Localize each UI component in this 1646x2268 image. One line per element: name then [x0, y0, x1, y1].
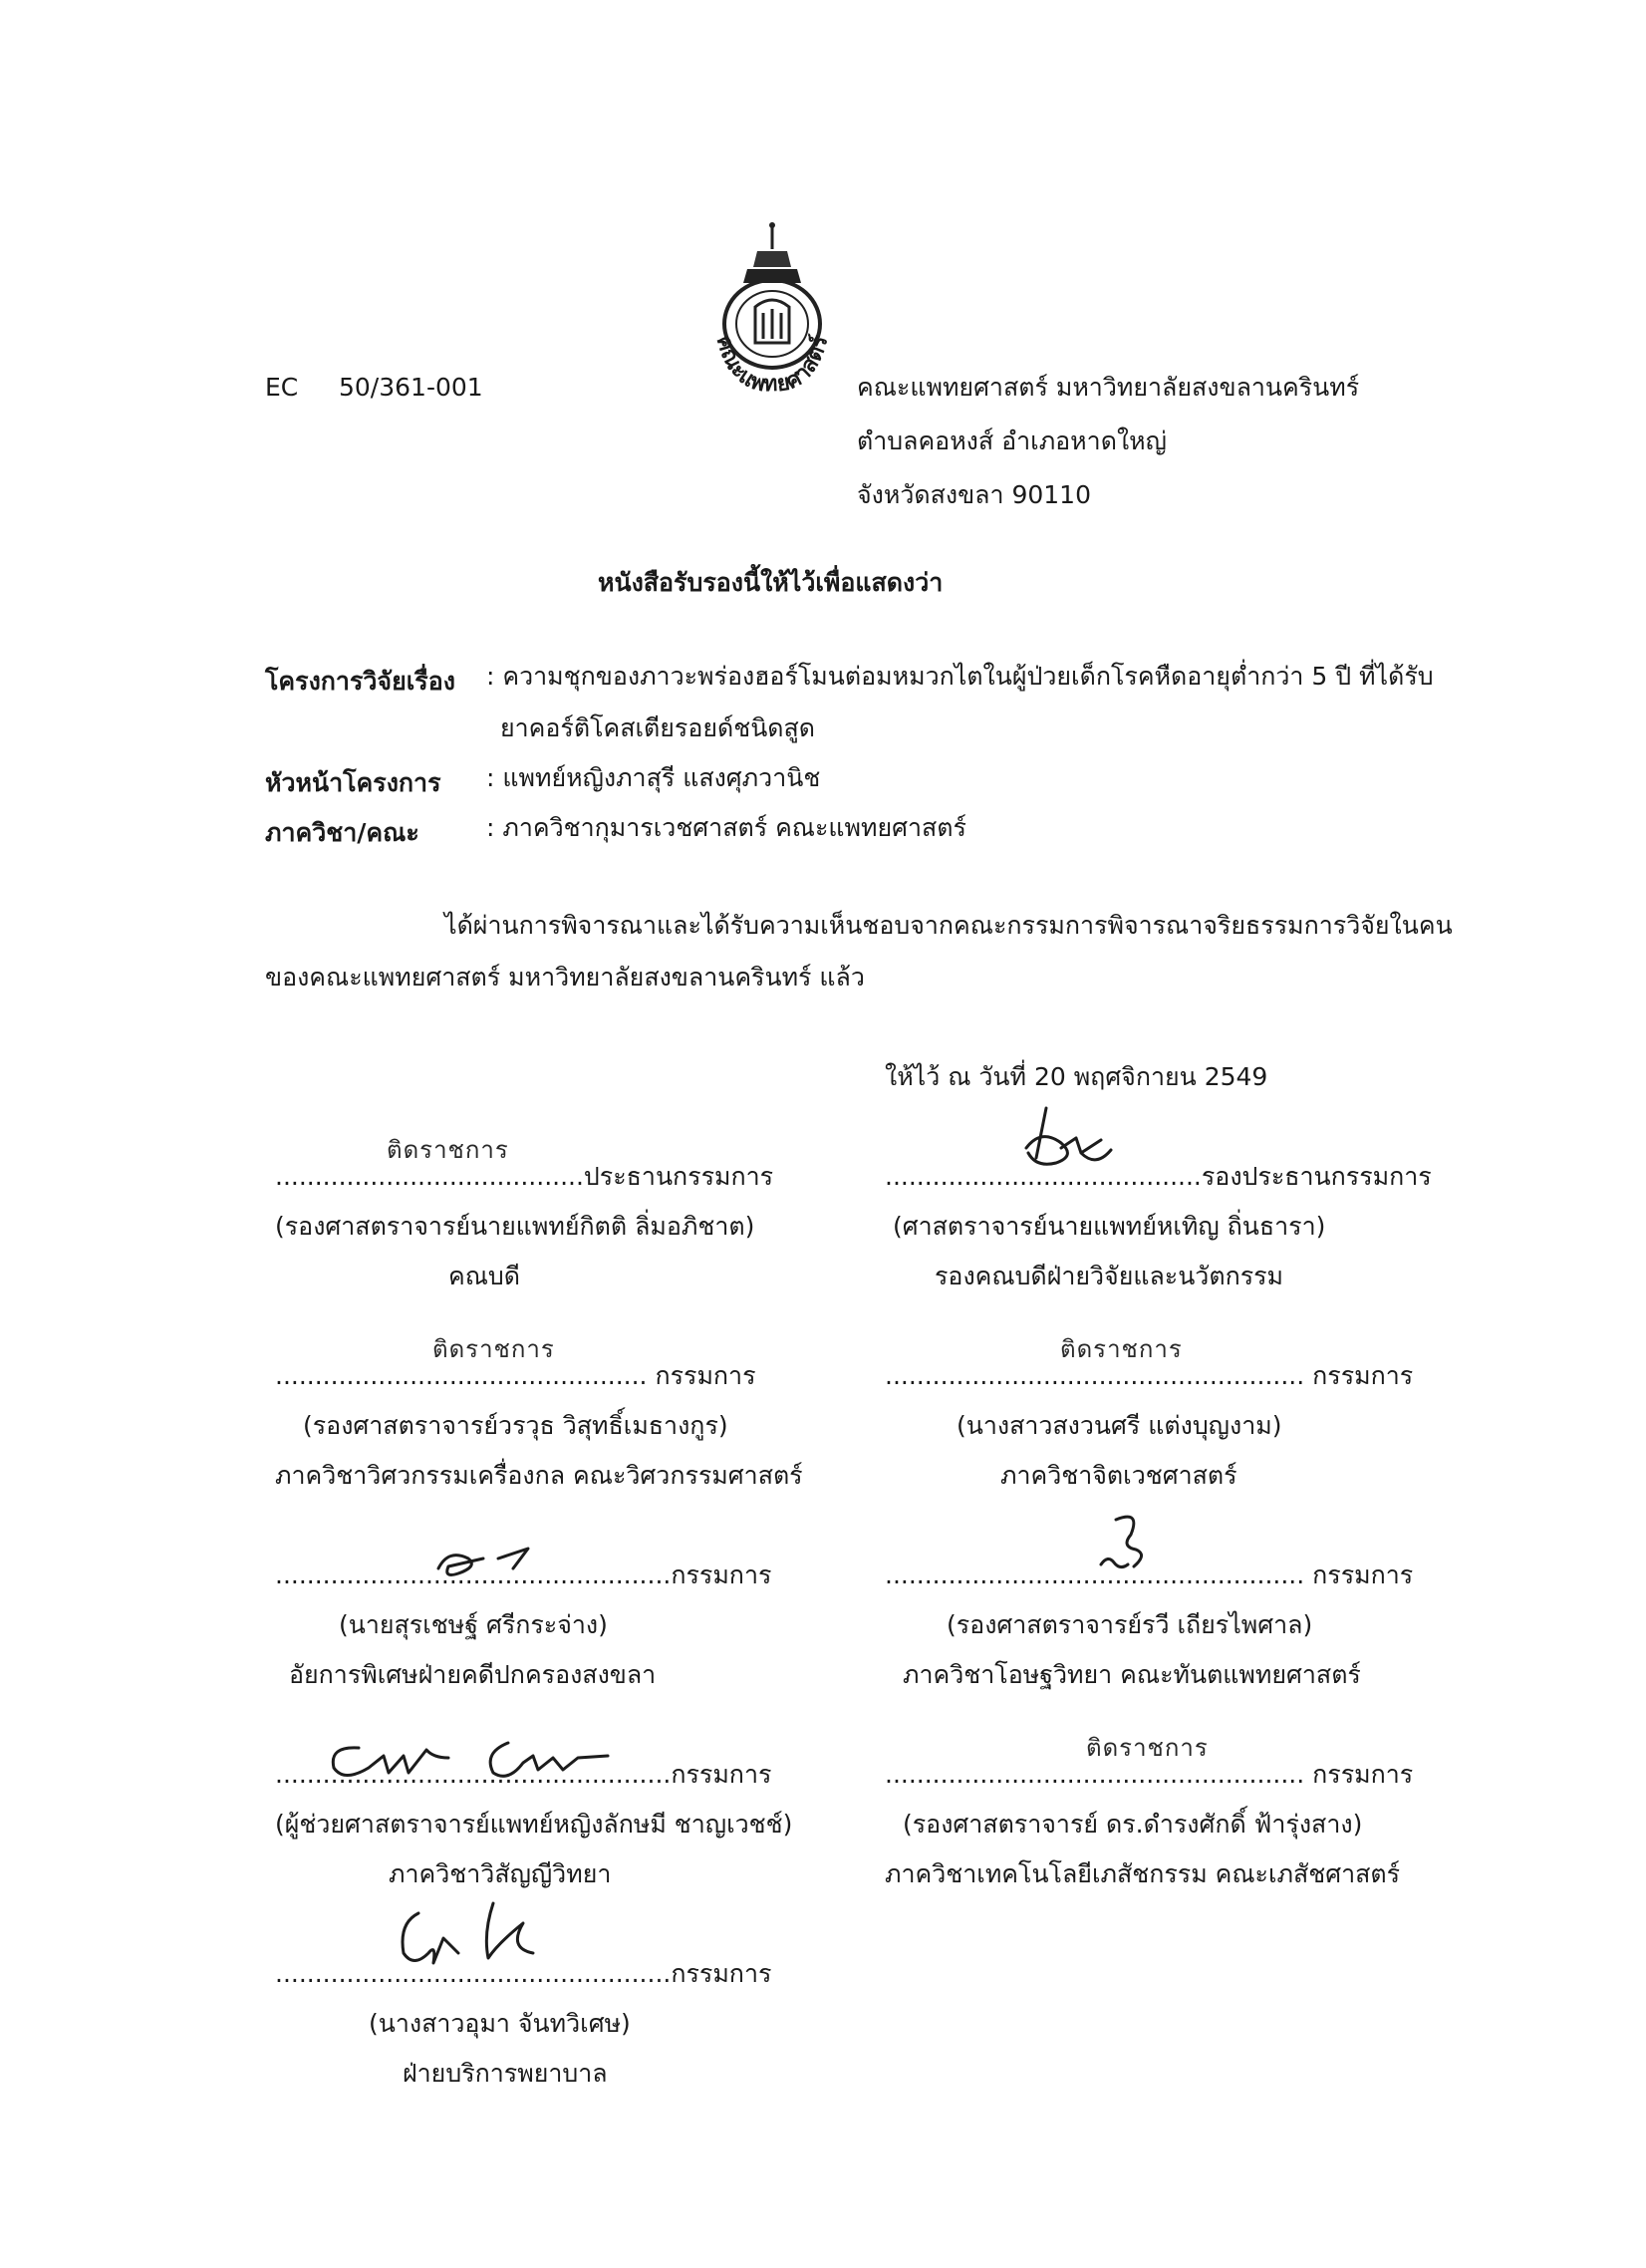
project-title-line-2: ยาคอร์ติโคสเตียรอยด์ชนิดสูด [500, 713, 816, 742]
member7-name: (นางสาวอุมา จันทวิเศษ) [369, 2009, 631, 2038]
member1-signature-line: ............................................... กรรมการ [275, 1361, 756, 1390]
vice-signature-line: ........................................รองประธานกรรมการ [885, 1162, 1432, 1191]
ec-number: 50/361-001 [339, 373, 483, 402]
project-title-line-1: : ความชุกของภาวะพร่องฮอร์โมนต่อมหมวกไตในผู้ป่วยเด็กโรคหืดอายุต่ำกว่า 5 ปี ที่ได้รับ [486, 662, 1434, 691]
member6-name: (รองศาสตราจารย์ ดร.ดำรงศักดิ์ ฟ้ารุ่งสาง) [903, 1810, 1363, 1839]
member3-position: อัยการพิเศษฝ่ายคดีปกครองสงขลา [289, 1660, 657, 1689]
member2-absent-note: ติดราชการ [1060, 1335, 1183, 1363]
member3-signature-line: ..................................................กรรมการ [275, 1560, 772, 1589]
member7-signature-line: ..................................................กรรมการ [275, 1959, 772, 1988]
member1-position: ภาควิชาวิศวกรรมเครื่องกล คณะวิศวกรรมศาสตร์ [275, 1461, 803, 1490]
seal-icon [687, 219, 857, 399]
issue-date: ให้ไว้ ณ วันที่ 20 พฤศจิกายน 2549 [885, 1062, 1268, 1091]
chair-name: (รองศาสตราจารย์นายแพทย์กิตติ ลิ่มอภิชาต) [275, 1212, 755, 1241]
project-title-label: โครงการวิจัยเรื่อง [265, 667, 455, 696]
member6-position: ภาควิชาเทคโนโลยีเภสัชกรรม คณะเภสัชศาสตร์ [885, 1859, 1401, 1888]
vice-position: รองคณบดีฝ่ายวิจัยและนวัตกรรม [935, 1262, 1284, 1290]
member4-position: ภาควิชาโอษฐวิทยา คณะทันตแพทยศาสตร์ [903, 1660, 1361, 1689]
member2-name: (นางสาวสงวนศรี แต่งบุญงาม) [957, 1411, 1282, 1440]
seal-text: คณะแพทยศาสตร์ [710, 332, 834, 398]
member4-signature-line: ..................................................... กรรมการ [885, 1560, 1414, 1589]
chair-absent-note: ติดราชการ [387, 1136, 509, 1164]
member2-position: ภาควิชาจิตเวชศาสตร์ [1000, 1461, 1237, 1490]
member5-name: (ผู้ช่วยศาสตราจารย์แพทย์หญิงลักษมี ชาญเวชช์) [275, 1810, 793, 1839]
chair-signature-line: .......................................ประธานกรรมการ [275, 1162, 774, 1191]
member1-name: (รองศาสตราจารย์วรวุธ วิสุทธิ์เมธางกูร) [303, 1411, 728, 1440]
vice-name: (ศาสตราจารย์นายแพทย์หเทิญ ถิ่นธารา) [893, 1212, 1326, 1241]
project-dept-label: ภาควิชา/คณะ [265, 818, 419, 847]
faculty-seal [687, 219, 857, 399]
member1-absent-note: ติดราชการ [432, 1335, 555, 1363]
member5-signature-line: ..................................................กรรมการ [275, 1760, 772, 1789]
member3-name: (นายสุรเชษฐ์ ศรีกระจ่าง) [339, 1610, 608, 1639]
project-dept-value: : ภาควิชากุมารเวชศาสตร์ คณะแพทยศาสตร์ [486, 813, 966, 842]
address-line-2: ตำบลคอหงส์ อำเภอหาดใหญ่ [857, 426, 1167, 455]
project-head-value: : แพทย์หญิงภาสุรี แสงศุภวานิช [486, 763, 821, 792]
member6-absent-note: ติดราชการ [1086, 1734, 1209, 1762]
address-line-1: คณะแพทยศาสตร์ มหาวิทยาลัยสงขลานครินทร์ [857, 373, 1360, 402]
chair-position: คณบดี [448, 1262, 521, 1290]
address-line-3: จังหวัดสงขลา 90110 [857, 480, 1091, 509]
member4-name: (รองศาสตราจารย์รวี เถียรไพศาล) [947, 1610, 1313, 1639]
ec-label: EC [265, 373, 299, 402]
document-title: หนังสือรับรองนี้ให้ไว้เพื่อแสดงว่า [598, 568, 944, 597]
member2-signature-line: ..................................................... กรรมการ [885, 1361, 1414, 1390]
member6-signature-line: ..................................................... กรรมการ [885, 1760, 1414, 1789]
member5-position: ภาควิชาวิสัญญีวิทยา [389, 1859, 612, 1888]
member7-position: ฝ่ายบริการพยาบาล [403, 2059, 608, 2088]
body-line-2: ของคณะแพทยศาสตร์ มหาวิทยาลัยสงขลานครินทร์ แล้ว [265, 963, 865, 992]
body-line-1: ได้ผ่านการพิจารณาและได้รับความเห็นชอบจากคณะกรรมการพิจารณาจริยธรรมการวิจัยในคน [444, 911, 1453, 940]
project-head-label: หัวหน้าโครงการ [265, 768, 441, 797]
